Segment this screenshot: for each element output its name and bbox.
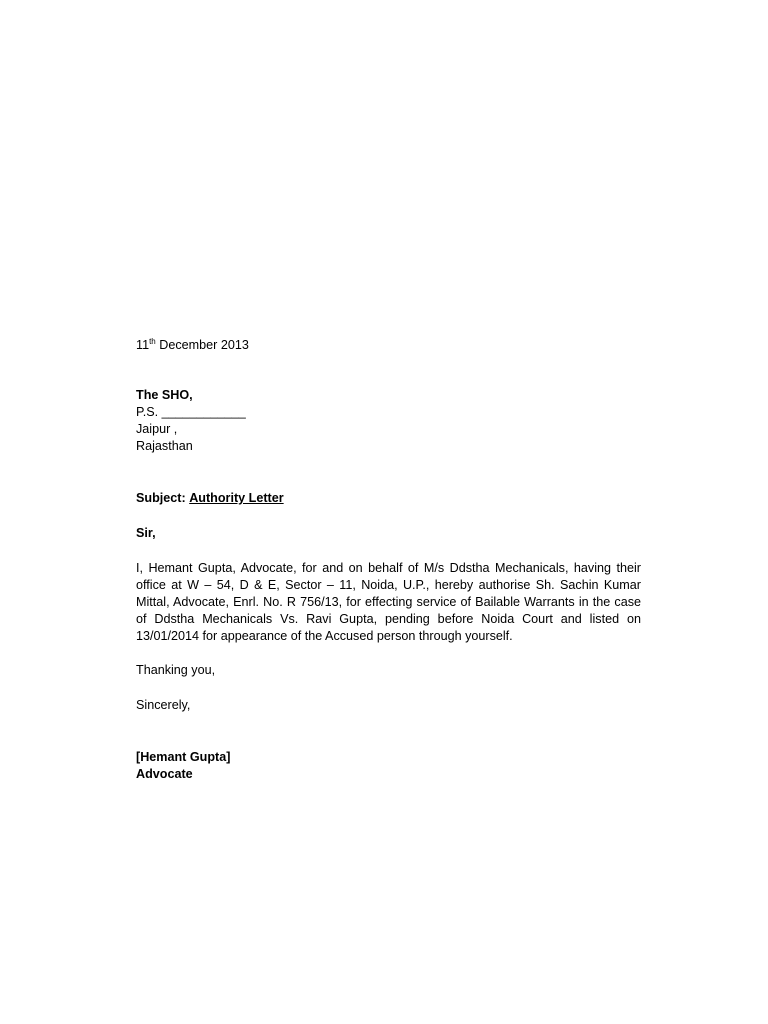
subject-line <box>136 490 641 507</box>
date-rest: December 2013 <box>155 338 249 352</box>
signatory-designation: Advocate <box>136 767 193 781</box>
letter-body: I, Hemant Gupta, Advocate, for and on behalf of M/s Ddstha Mechanicals, having their office at W – 54, D & E, Sector – 11, Noida, U.P., hereby authorise Sh. Sachin Kumar Mittal, Advocate, Enrl. No. R 756/13, for effecting service of Bailable Warrants in the case of Ddstha Mechanicals Vs. Ravi Gupta, pending before Noida Court and listed on 13/01/2014 for appearance of the Accused person through yourself. <box>136 561 641 643</box>
recipient-address <box>136 387 641 455</box>
closing-line: Sincerely, <box>136 698 191 712</box>
subject-value: Authority Letter <box>189 491 284 505</box>
salutation: Sir, <box>136 526 156 540</box>
signatory-name: [Hemant Gupta] <box>136 750 231 764</box>
recipient-state: Rajasthan <box>136 439 193 453</box>
recipient-city: Jaipur , <box>136 422 178 436</box>
date-day: 11 <box>136 338 150 352</box>
signature-block <box>136 749 641 783</box>
date-suffix: th <box>149 336 156 346</box>
subject-label: Subject: <box>136 491 186 505</box>
recipient-title: The SHO, <box>136 388 193 402</box>
thanks-line: Thanking you, <box>136 663 216 677</box>
letter-date <box>136 337 641 354</box>
recipient-ps-line: P.S. ____________ <box>136 405 246 419</box>
authority-letter <box>136 337 641 783</box>
